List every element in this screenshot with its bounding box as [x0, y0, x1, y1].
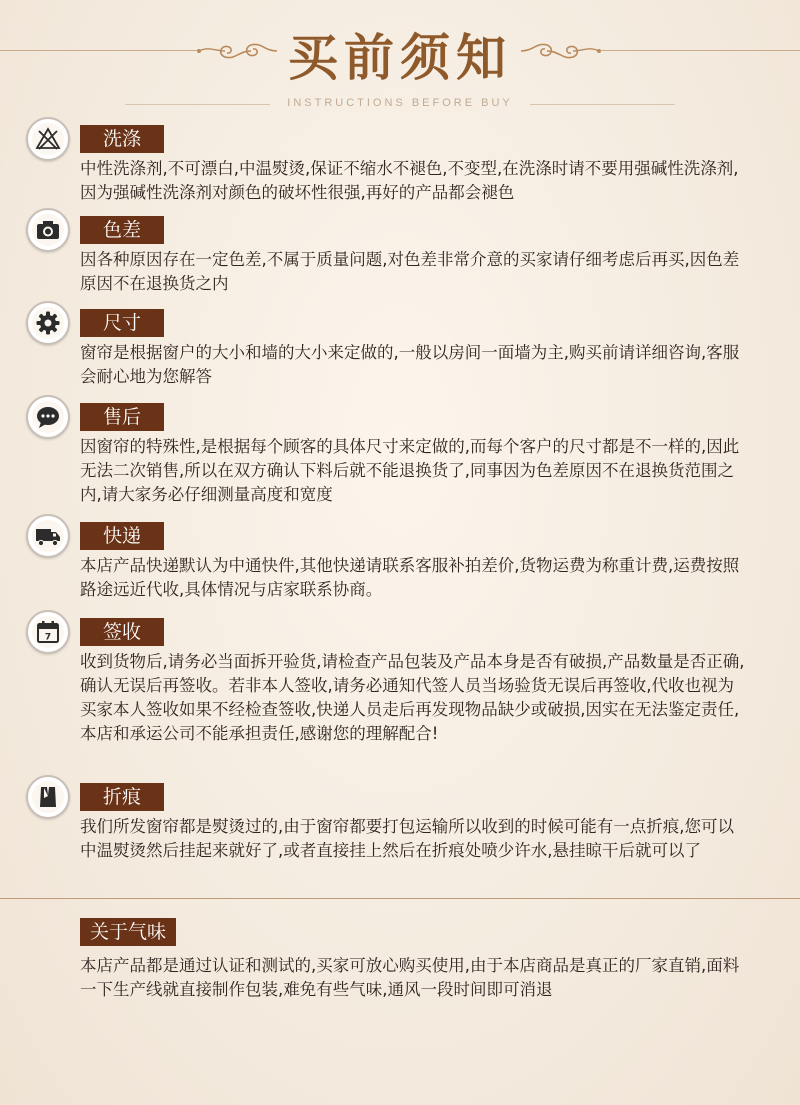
- header: [0, 0, 800, 120]
- section-text: 窗帘是根据窗户的大小和墙的大小来定做的,一般以房间一面墙为主,购买前请详细咨询,客服会耐心地为您解答: [80, 343, 740, 386]
- section-text: 中性洗涤剂,不可漂白,中温熨烫,保证不缩水不褪色,不变型,在洗涤时请不要用强碱性洗涤剂,因为强碱性洗涤剂对颜色的破坏性很强,再好的产品都会褪色: [80, 159, 739, 202]
- section-size: [26, 301, 766, 391]
- subtitle-line-right: [530, 104, 675, 105]
- truck-icon: [26, 514, 70, 558]
- smell-text: 本店产品都是通过认证和测试的,买家可放心购买使用,由于本店商品是真正的厂家直销,面料一下生产线就直接制作包装,难免有些气味,通风一段时间即可消退: [80, 956, 740, 999]
- section-text: 因窗帘的特殊性,是根据每个顾客的具体尺寸来定做的,而每个客户的尺寸都是不一样的,因此无法二次销售,所以在双方确认下料后就不能退换货了,同事因为色差原因不在退换货范围之内,请大家务必仔细测量高度和宽度: [80, 437, 740, 504]
- header-line-right: [600, 50, 800, 51]
- divider: [0, 898, 800, 899]
- section-label: 快递: [80, 522, 164, 550]
- section-label: 尺寸: [80, 309, 164, 337]
- section-creases: [26, 775, 766, 890]
- section-label: 签收: [80, 618, 164, 646]
- section-label: 折痕: [80, 783, 164, 811]
- page-title: 买前须知: [288, 28, 512, 87]
- section-delivery: [26, 514, 766, 604]
- calendar-icon: [26, 610, 70, 654]
- section-label: 售后: [80, 403, 164, 431]
- section-text: 因各种原因存在一定色差,不属于质量问题,对色差非常介意的买家请仔细考虑后再买,因色差原因不在退换货之内: [80, 250, 740, 293]
- section-text: 我们所发窗帘都是熨烫过的,由于窗帘都要打包运输所以收到的时候可能有一点折痕,您可以中温熨烫然后挂起来就好了,或者直接挂上然后在折痕处喷少许水,悬挂晾干后就可以了: [80, 817, 734, 860]
- calendar-day: 7: [44, 632, 52, 643]
- no-bleach-icon: [26, 117, 70, 161]
- chat-bubble-icon: [26, 395, 70, 439]
- section-text: 本店产品快递默认为中通快件,其他快递请联系客服补拍差价,货物运费为称重计费,运费按照路途远近代收,具体情况与店家联系协商。: [80, 556, 740, 599]
- page-subtitle: INSTRUCTIONS BEFORE BUY: [287, 97, 513, 109]
- section-label: 色差: [80, 216, 164, 244]
- camera-icon: [26, 208, 70, 252]
- shirt-icon: [26, 775, 70, 819]
- section-after-sales: [26, 395, 766, 510]
- ornament-right-icon: [518, 36, 603, 66]
- section-receipt: [26, 610, 766, 770]
- section-washing: [26, 117, 766, 207]
- section-label: 洗涤: [80, 125, 164, 153]
- gear-icon: [26, 301, 70, 345]
- smell-label: 关于气味: [80, 918, 176, 946]
- section-color-difference: [26, 208, 766, 298]
- section-text: 收到货物后,请务必当面拆开验货,请检查产品包装及产品本身是否有破损,产品数量是否正确,确认无误后再签收。若非本人签收,请务必通知代签人员当场验货无误后再签收,代收也视为买家本人签收如果不经检查签收,快递人员走后再发现物品缺少或破损,因实在无法鉴定责任,本店和承运公司不能承担责任,感谢您的理解配合!: [80, 652, 745, 743]
